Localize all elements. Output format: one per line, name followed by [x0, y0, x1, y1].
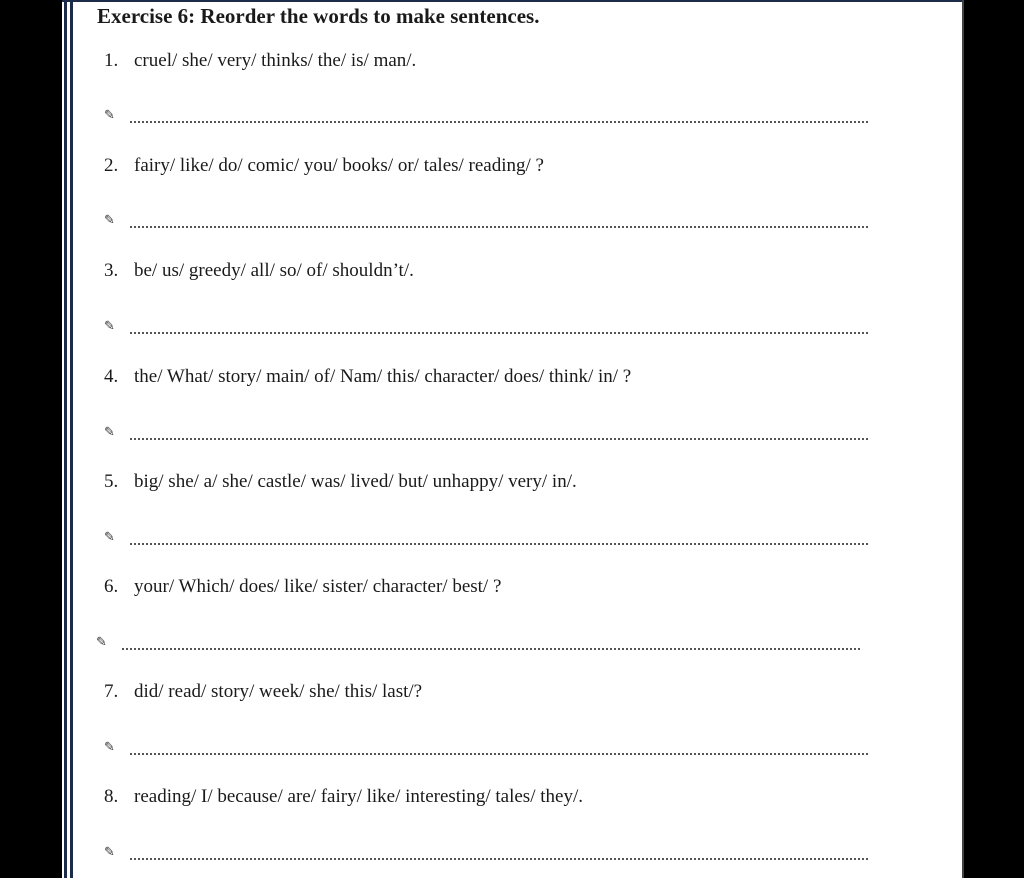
- question-item: [104, 471, 577, 493]
- question-item: [104, 366, 631, 388]
- question-number: 2.: [104, 155, 119, 176]
- question-item: [104, 260, 414, 282]
- exercise-title: Exercise 6: Reorder the words to make sentences.: [97, 4, 540, 28]
- answer-line[interactable]: [104, 528, 868, 548]
- question-item: [104, 576, 501, 598]
- frame-right-border: [962, 0, 964, 878]
- worksheet-page: [62, 0, 964, 878]
- question-item: [104, 50, 416, 72]
- frame-top-border: [62, 0, 964, 2]
- pencil-icon: ✎: [104, 530, 115, 545]
- pencil-icon: ✎: [104, 740, 115, 755]
- question-number: 8.: [104, 786, 119, 807]
- frame-left-border-outer: [64, 0, 67, 878]
- question-prompt: did/ read/ story/ week/ she/ this/ last/?: [134, 681, 423, 702]
- question-prompt: fairy/ like/ do/ comic/ you/ books/ or/ tales/ reading/ ?: [134, 155, 544, 176]
- answer-line[interactable]: [104, 738, 868, 758]
- question-item: [104, 155, 544, 177]
- question-number: 7.: [104, 681, 119, 702]
- pencil-icon: ✎: [104, 425, 115, 440]
- question-number: 4.: [104, 366, 119, 387]
- question-item: [104, 786, 583, 808]
- answer-line[interactable]: [104, 317, 868, 337]
- question-prompt: your/ Which/ does/ like/ sister/ character/ best/ ?: [134, 576, 502, 597]
- question-prompt: the/ What/ story/ main/ of/ Nam/ this/ character/ does/ think/ in/ ?: [134, 366, 632, 387]
- answer-line[interactable]: [104, 843, 868, 863]
- question-item: [104, 681, 422, 703]
- pencil-icon: ✎: [104, 319, 115, 334]
- question-number: 1.: [104, 50, 119, 71]
- answer-line[interactable]: [96, 633, 860, 653]
- pencil-icon: ✎: [104, 213, 115, 228]
- question-prompt: reading/ I/ because/ are/ fairy/ like/ interesting/ tales/ they/.: [134, 786, 583, 807]
- question-number: 5.: [104, 471, 119, 492]
- question-prompt: cruel/ she/ very/ thinks/ the/ is/ man/.: [134, 50, 417, 71]
- answer-line[interactable]: [104, 423, 868, 443]
- pencil-icon: ✎: [104, 108, 115, 123]
- pencil-icon: ✎: [104, 845, 115, 860]
- frame-left-border-inner: [70, 0, 73, 878]
- question-number: 3.: [104, 260, 119, 281]
- question-prompt: be/ us/ greedy/ all/ so/ of/ shouldn’t/.: [134, 260, 414, 281]
- pencil-icon: ✎: [96, 635, 107, 650]
- question-prompt: big/ she/ a/ she/ castle/ was/ lived/ but/ unhappy/ very/ in/.: [134, 471, 577, 492]
- question-number: 6.: [104, 576, 119, 597]
- answer-line[interactable]: [104, 106, 868, 126]
- answer-line[interactable]: [104, 211, 868, 231]
